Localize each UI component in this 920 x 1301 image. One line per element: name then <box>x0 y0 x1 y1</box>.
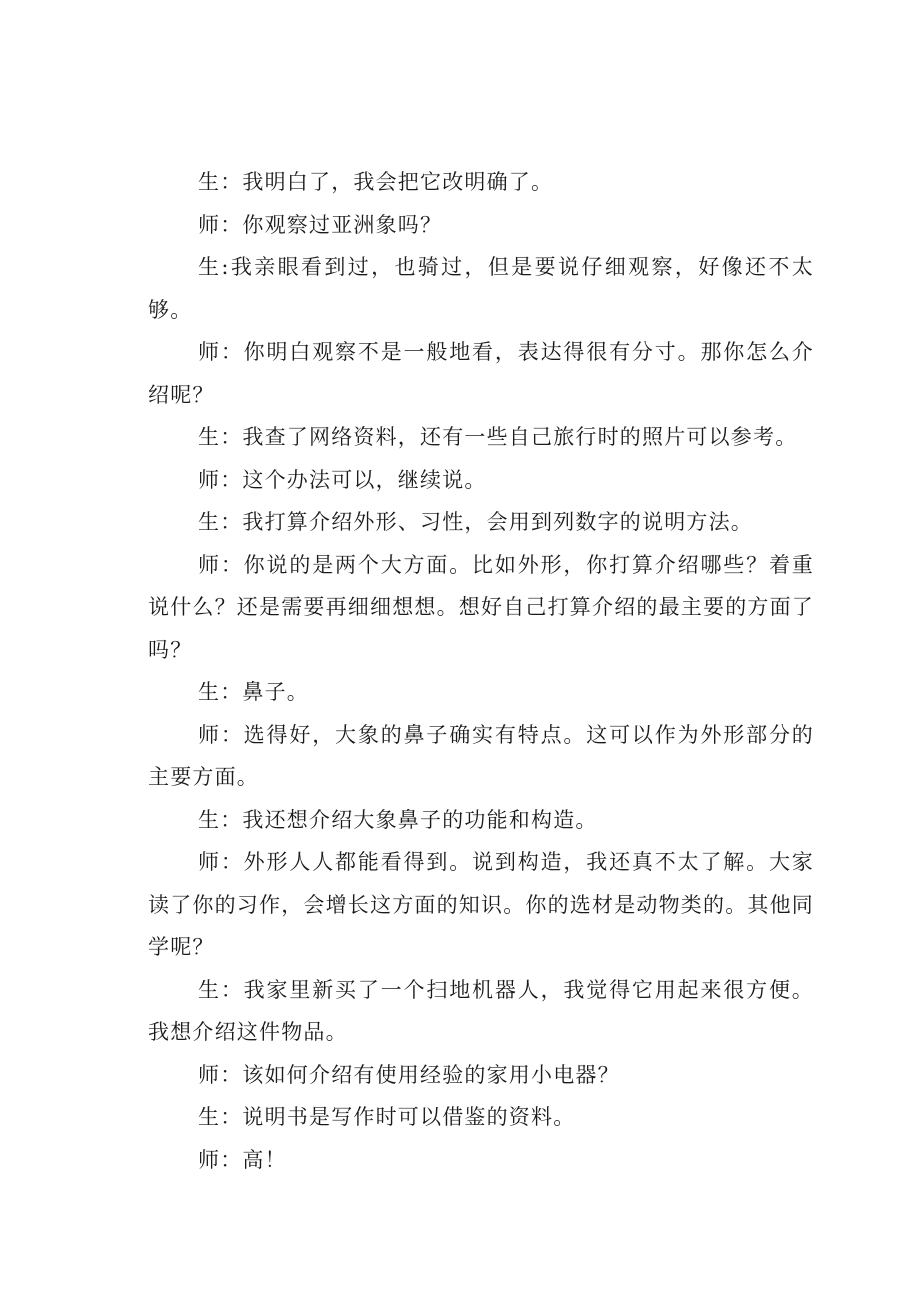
dialogue-line: 师：你明白观察不是一般地看，表达得很有分寸。那你怎么介绍呢？ <box>148 340 814 407</box>
dialogue-line: 生：我打算介绍外形、习性，会用到列数字的说明方法。 <box>198 510 753 534</box>
dialogue-line: 师：这个办法可以，继续说。 <box>198 467 487 492</box>
dialogue-line: 生：我查了网络资料，还有一些自己旅行时的照片可以参考。 <box>198 425 798 449</box>
dialogue-transcript <box>148 161 814 1181</box>
dialogue-line: 师：选得好，大象的鼻子确实有特点。这可以作为外形部分的主要方面。 <box>148 722 814 789</box>
dialogue-line: 生：鼻子。 <box>198 680 309 704</box>
dialogue-line: 师：你说的是两个大方面。比如外形，你打算介绍哪些？着重说什么？还是需要再细细想想。想好自己打算介绍的最主要的方面了吗？ <box>148 552 814 662</box>
dialogue-line: 生：我还想介绍大象鼻子的功能和构造。 <box>198 807 598 832</box>
dialogue-line: 师：该如何介绍有使用经验的家用小电器？ <box>198 1062 620 1087</box>
dialogue-line: 生:我亲眼看到过，也骑过，但是要说仔细观察，好像还不太够。 <box>148 255 814 322</box>
dialogue-line: 师：你观察过亚洲象吗？ <box>198 212 443 237</box>
dialogue-line: 生：我家里新买了一个扫地机器人，我觉得它用起来很方便。我想介绍这件物品。 <box>148 977 814 1044</box>
dialogue-line: 生：说明书是写作时可以借鉴的资料。 <box>198 1105 576 1129</box>
dialogue-line: 师：高！ <box>198 1147 287 1172</box>
dialogue-line: 师：外形人人都能看得到。说到构造，我还真不太了解。大家读了你的习作，会增长这方面的知识。你的选材是动物类的。其他同学呢？ <box>148 850 814 959</box>
dialogue-line: 生：我明白了，我会把它改明确了。 <box>198 170 554 194</box>
